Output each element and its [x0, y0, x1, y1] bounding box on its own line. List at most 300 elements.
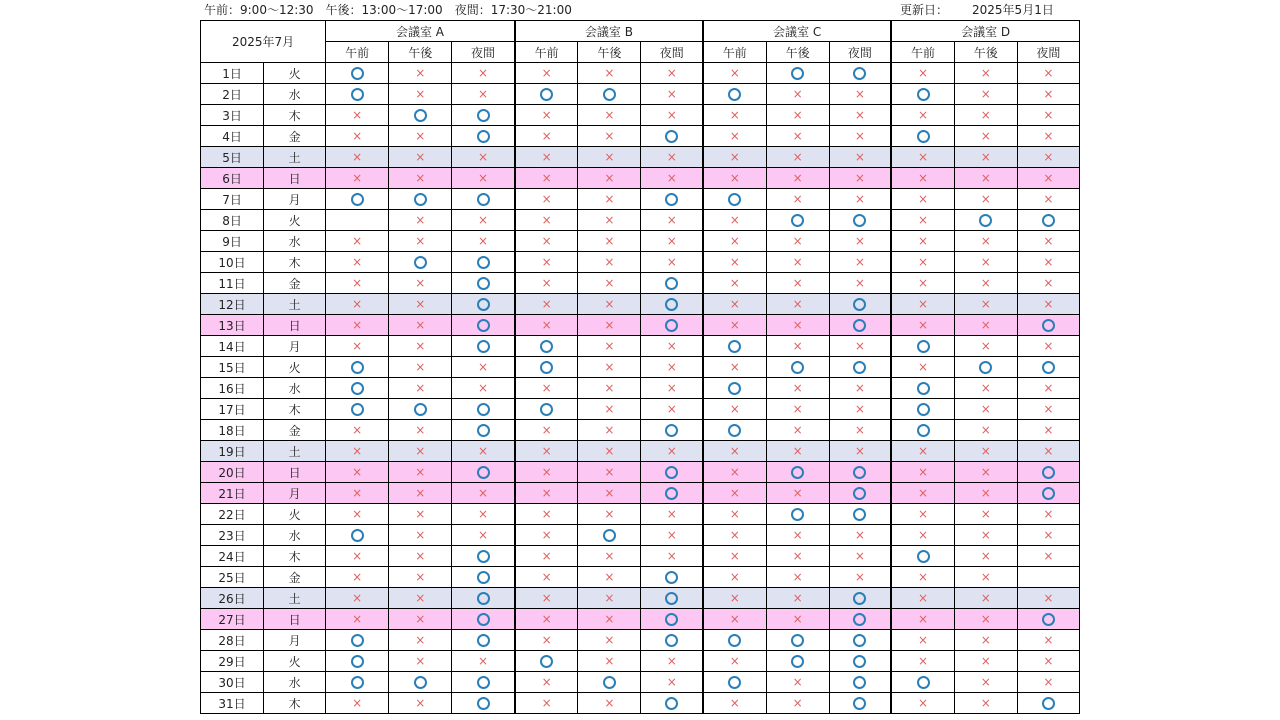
slot-cell[interactable]	[641, 84, 703, 105]
slot-cell[interactable]	[326, 231, 389, 252]
slot-cell[interactable]	[954, 504, 1017, 525]
slot-cell[interactable]	[515, 189, 578, 210]
slot-cell[interactable]	[452, 672, 515, 693]
slot-cell[interactable]	[515, 231, 578, 252]
slot-cell[interactable]	[1017, 210, 1079, 231]
slot-cell[interactable]	[766, 231, 829, 252]
slot-cell[interactable]	[389, 315, 452, 336]
slot-cell[interactable]	[1017, 378, 1079, 399]
slot-cell[interactable]	[641, 147, 703, 168]
slot-cell[interactable]	[452, 567, 515, 588]
slot-cell[interactable]	[1017, 63, 1079, 84]
slot-cell[interactable]	[515, 252, 578, 273]
slot-cell[interactable]	[766, 357, 829, 378]
slot-cell[interactable]	[326, 210, 389, 231]
slot-cell[interactable]	[578, 231, 641, 252]
slot-cell[interactable]	[515, 336, 578, 357]
slot-cell[interactable]	[452, 336, 515, 357]
slot-cell[interactable]	[389, 504, 452, 525]
slot-cell[interactable]	[954, 693, 1017, 714]
slot-cell[interactable]	[766, 63, 829, 84]
slot-cell[interactable]	[515, 441, 578, 462]
slot-cell[interactable]	[954, 357, 1017, 378]
slot-cell[interactable]	[766, 168, 829, 189]
slot-cell[interactable]	[452, 231, 515, 252]
slot-cell[interactable]	[326, 294, 389, 315]
slot-cell[interactable]	[954, 231, 1017, 252]
slot-cell[interactable]	[703, 357, 766, 378]
slot-cell[interactable]	[578, 168, 641, 189]
slot-cell[interactable]	[891, 252, 954, 273]
slot-cell[interactable]	[578, 378, 641, 399]
slot-cell[interactable]	[326, 588, 389, 609]
slot-cell[interactable]	[766, 651, 829, 672]
slot-cell[interactable]	[452, 420, 515, 441]
slot-cell[interactable]	[954, 84, 1017, 105]
slot-cell[interactable]	[641, 378, 703, 399]
slot-cell[interactable]	[703, 294, 766, 315]
slot-cell[interactable]	[326, 525, 389, 546]
slot-cell[interactable]	[641, 630, 703, 651]
slot-cell[interactable]	[452, 84, 515, 105]
slot-cell[interactable]	[766, 252, 829, 273]
slot-cell[interactable]	[954, 189, 1017, 210]
slot-cell[interactable]	[703, 168, 766, 189]
slot-cell[interactable]	[829, 483, 891, 504]
slot-cell[interactable]	[1017, 273, 1079, 294]
slot-cell[interactable]	[326, 672, 389, 693]
slot-cell[interactable]	[389, 651, 452, 672]
slot-cell[interactable]	[515, 462, 578, 483]
slot-cell[interactable]	[1017, 84, 1079, 105]
slot-cell[interactable]	[703, 504, 766, 525]
slot-cell[interactable]	[703, 546, 766, 567]
slot-cell[interactable]	[829, 84, 891, 105]
slot-cell[interactable]	[515, 399, 578, 420]
slot-cell[interactable]	[389, 420, 452, 441]
slot-cell[interactable]	[1017, 567, 1079, 588]
slot-cell[interactable]	[703, 63, 766, 84]
slot-cell[interactable]	[578, 210, 641, 231]
slot-cell[interactable]	[703, 378, 766, 399]
slot-cell[interactable]	[703, 693, 766, 714]
slot-cell[interactable]	[515, 210, 578, 231]
slot-cell[interactable]	[578, 441, 641, 462]
slot-cell[interactable]	[891, 231, 954, 252]
slot-cell[interactable]	[1017, 525, 1079, 546]
slot-cell[interactable]	[515, 651, 578, 672]
slot-cell[interactable]	[1017, 294, 1079, 315]
slot-cell[interactable]	[641, 315, 703, 336]
slot-cell[interactable]	[829, 105, 891, 126]
slot-cell[interactable]	[515, 672, 578, 693]
slot-cell[interactable]	[389, 588, 452, 609]
slot-cell[interactable]	[766, 273, 829, 294]
slot-cell[interactable]	[891, 126, 954, 147]
slot-cell[interactable]	[515, 378, 578, 399]
slot-cell[interactable]	[452, 357, 515, 378]
slot-cell[interactable]	[326, 336, 389, 357]
slot-cell[interactable]	[326, 504, 389, 525]
slot-cell[interactable]	[641, 336, 703, 357]
slot-cell[interactable]	[703, 588, 766, 609]
slot-cell[interactable]	[578, 84, 641, 105]
slot-cell[interactable]	[641, 567, 703, 588]
slot-cell[interactable]	[829, 651, 891, 672]
slot-cell[interactable]	[1017, 672, 1079, 693]
slot-cell[interactable]	[954, 273, 1017, 294]
slot-cell[interactable]	[766, 336, 829, 357]
slot-cell[interactable]	[954, 567, 1017, 588]
slot-cell[interactable]	[1017, 483, 1079, 504]
slot-cell[interactable]	[578, 483, 641, 504]
slot-cell[interactable]	[829, 609, 891, 630]
slot-cell[interactable]	[766, 84, 829, 105]
slot-cell[interactable]	[703, 273, 766, 294]
slot-cell[interactable]	[389, 105, 452, 126]
slot-cell[interactable]	[389, 210, 452, 231]
slot-cell[interactable]	[578, 567, 641, 588]
slot-cell[interactable]	[389, 231, 452, 252]
slot-cell[interactable]	[326, 63, 389, 84]
slot-cell[interactable]	[954, 252, 1017, 273]
slot-cell[interactable]	[515, 63, 578, 84]
slot-cell[interactable]	[1017, 357, 1079, 378]
slot-cell[interactable]	[578, 630, 641, 651]
slot-cell[interactable]	[829, 525, 891, 546]
slot-cell[interactable]	[578, 525, 641, 546]
slot-cell[interactable]	[829, 588, 891, 609]
slot-cell[interactable]	[452, 630, 515, 651]
slot-cell[interactable]	[954, 525, 1017, 546]
slot-cell[interactable]	[954, 168, 1017, 189]
slot-cell[interactable]	[389, 294, 452, 315]
slot-cell[interactable]	[515, 105, 578, 126]
slot-cell[interactable]	[891, 189, 954, 210]
slot-cell[interactable]	[515, 147, 578, 168]
slot-cell[interactable]	[641, 399, 703, 420]
slot-cell[interactable]	[578, 462, 641, 483]
slot-cell[interactable]	[578, 693, 641, 714]
slot-cell[interactable]	[766, 693, 829, 714]
slot-cell[interactable]	[389, 378, 452, 399]
slot-cell[interactable]	[641, 462, 703, 483]
slot-cell[interactable]	[829, 378, 891, 399]
slot-cell[interactable]	[452, 210, 515, 231]
slot-cell[interactable]	[452, 252, 515, 273]
slot-cell[interactable]	[1017, 546, 1079, 567]
slot-cell[interactable]	[326, 420, 389, 441]
slot-cell[interactable]	[703, 672, 766, 693]
slot-cell[interactable]	[389, 567, 452, 588]
slot-cell[interactable]	[389, 336, 452, 357]
slot-cell[interactable]	[641, 273, 703, 294]
slot-cell[interactable]	[954, 105, 1017, 126]
slot-cell[interactable]	[578, 546, 641, 567]
slot-cell[interactable]	[389, 84, 452, 105]
slot-cell[interactable]	[891, 84, 954, 105]
slot-cell[interactable]	[641, 609, 703, 630]
slot-cell[interactable]	[766, 588, 829, 609]
slot-cell[interactable]	[641, 504, 703, 525]
slot-cell[interactable]	[578, 273, 641, 294]
slot-cell[interactable]	[326, 105, 389, 126]
slot-cell[interactable]	[829, 210, 891, 231]
slot-cell[interactable]	[578, 252, 641, 273]
slot-cell[interactable]	[954, 378, 1017, 399]
slot-cell[interactable]	[891, 441, 954, 462]
slot-cell[interactable]	[578, 420, 641, 441]
slot-cell[interactable]	[578, 399, 641, 420]
slot-cell[interactable]	[829, 441, 891, 462]
slot-cell[interactable]	[578, 315, 641, 336]
slot-cell[interactable]	[326, 378, 389, 399]
slot-cell[interactable]	[515, 483, 578, 504]
slot-cell[interactable]	[326, 483, 389, 504]
slot-cell[interactable]	[954, 672, 1017, 693]
slot-cell[interactable]	[389, 462, 452, 483]
slot-cell[interactable]	[954, 462, 1017, 483]
slot-cell[interactable]	[515, 273, 578, 294]
slot-cell[interactable]	[452, 378, 515, 399]
slot-cell[interactable]	[1017, 252, 1079, 273]
slot-cell[interactable]	[452, 588, 515, 609]
slot-cell[interactable]	[578, 126, 641, 147]
slot-cell[interactable]	[641, 588, 703, 609]
slot-cell[interactable]	[766, 504, 829, 525]
slot-cell[interactable]	[829, 63, 891, 84]
slot-cell[interactable]	[829, 504, 891, 525]
slot-cell[interactable]	[891, 567, 954, 588]
slot-cell[interactable]	[891, 609, 954, 630]
slot-cell[interactable]	[641, 168, 703, 189]
slot-cell[interactable]	[703, 483, 766, 504]
slot-cell[interactable]	[891, 294, 954, 315]
slot-cell[interactable]	[641, 210, 703, 231]
slot-cell[interactable]	[703, 126, 766, 147]
slot-cell[interactable]	[891, 357, 954, 378]
slot-cell[interactable]	[326, 315, 389, 336]
slot-cell[interactable]	[641, 252, 703, 273]
slot-cell[interactable]	[389, 63, 452, 84]
slot-cell[interactable]	[891, 168, 954, 189]
slot-cell[interactable]	[515, 357, 578, 378]
slot-cell[interactable]	[641, 231, 703, 252]
slot-cell[interactable]	[891, 693, 954, 714]
slot-cell[interactable]	[1017, 189, 1079, 210]
slot-cell[interactable]	[452, 546, 515, 567]
slot-cell[interactable]	[515, 693, 578, 714]
slot-cell[interactable]	[578, 651, 641, 672]
slot-cell[interactable]	[452, 189, 515, 210]
slot-cell[interactable]	[954, 210, 1017, 231]
slot-cell[interactable]	[891, 336, 954, 357]
slot-cell[interactable]	[766, 105, 829, 126]
slot-cell[interactable]	[1017, 147, 1079, 168]
slot-cell[interactable]	[641, 693, 703, 714]
slot-cell[interactable]	[326, 84, 389, 105]
slot-cell[interactable]	[703, 231, 766, 252]
slot-cell[interactable]	[515, 525, 578, 546]
slot-cell[interactable]	[703, 651, 766, 672]
slot-cell[interactable]	[829, 399, 891, 420]
slot-cell[interactable]	[766, 210, 829, 231]
slot-cell[interactable]	[829, 336, 891, 357]
slot-cell[interactable]	[641, 189, 703, 210]
slot-cell[interactable]	[389, 273, 452, 294]
slot-cell[interactable]	[515, 126, 578, 147]
slot-cell[interactable]	[891, 315, 954, 336]
slot-cell[interactable]	[641, 441, 703, 462]
slot-cell[interactable]	[766, 483, 829, 504]
slot-cell[interactable]	[954, 399, 1017, 420]
slot-cell[interactable]	[703, 84, 766, 105]
slot-cell[interactable]	[326, 546, 389, 567]
slot-cell[interactable]	[829, 693, 891, 714]
slot-cell[interactable]	[891, 630, 954, 651]
slot-cell[interactable]	[641, 672, 703, 693]
slot-cell[interactable]	[452, 63, 515, 84]
slot-cell[interactable]	[766, 630, 829, 651]
slot-cell[interactable]	[703, 609, 766, 630]
slot-cell[interactable]	[641, 483, 703, 504]
slot-cell[interactable]	[389, 483, 452, 504]
slot-cell[interactable]	[766, 189, 829, 210]
slot-cell[interactable]	[766, 462, 829, 483]
slot-cell[interactable]	[578, 588, 641, 609]
slot-cell[interactable]	[891, 378, 954, 399]
slot-cell[interactable]	[954, 315, 1017, 336]
slot-cell[interactable]	[389, 546, 452, 567]
slot-cell[interactable]	[703, 567, 766, 588]
slot-cell[interactable]	[954, 483, 1017, 504]
slot-cell[interactable]	[703, 441, 766, 462]
slot-cell[interactable]	[326, 441, 389, 462]
slot-cell[interactable]	[891, 105, 954, 126]
slot-cell[interactable]	[515, 315, 578, 336]
slot-cell[interactable]	[891, 420, 954, 441]
slot-cell[interactable]	[452, 441, 515, 462]
slot-cell[interactable]	[1017, 588, 1079, 609]
slot-cell[interactable]	[891, 672, 954, 693]
slot-cell[interactable]	[829, 357, 891, 378]
slot-cell[interactable]	[515, 504, 578, 525]
slot-cell[interactable]	[766, 315, 829, 336]
slot-cell[interactable]	[891, 210, 954, 231]
slot-cell[interactable]	[389, 126, 452, 147]
slot-cell[interactable]	[389, 672, 452, 693]
slot-cell[interactable]	[326, 630, 389, 651]
slot-cell[interactable]	[891, 546, 954, 567]
slot-cell[interactable]	[326, 252, 389, 273]
slot-cell[interactable]	[954, 336, 1017, 357]
slot-cell[interactable]	[578, 336, 641, 357]
slot-cell[interactable]	[954, 441, 1017, 462]
slot-cell[interactable]	[829, 672, 891, 693]
slot-cell[interactable]	[641, 357, 703, 378]
slot-cell[interactable]	[703, 420, 766, 441]
slot-cell[interactable]	[891, 483, 954, 504]
slot-cell[interactable]	[766, 399, 829, 420]
slot-cell[interactable]	[954, 147, 1017, 168]
slot-cell[interactable]	[452, 273, 515, 294]
slot-cell[interactable]	[389, 630, 452, 651]
slot-cell[interactable]	[1017, 693, 1079, 714]
slot-cell[interactable]	[389, 441, 452, 462]
slot-cell[interactable]	[891, 63, 954, 84]
slot-cell[interactable]	[326, 693, 389, 714]
slot-cell[interactable]	[515, 546, 578, 567]
slot-cell[interactable]	[452, 168, 515, 189]
slot-cell[interactable]	[954, 546, 1017, 567]
slot-cell[interactable]	[389, 525, 452, 546]
slot-cell[interactable]	[829, 147, 891, 168]
slot-cell[interactable]	[829, 567, 891, 588]
slot-cell[interactable]	[703, 210, 766, 231]
slot-cell[interactable]	[829, 462, 891, 483]
slot-cell[interactable]	[1017, 126, 1079, 147]
slot-cell[interactable]	[829, 252, 891, 273]
slot-cell[interactable]	[389, 399, 452, 420]
slot-cell[interactable]	[515, 630, 578, 651]
slot-cell[interactable]	[703, 336, 766, 357]
slot-cell[interactable]	[326, 273, 389, 294]
slot-cell[interactable]	[515, 84, 578, 105]
slot-cell[interactable]	[1017, 651, 1079, 672]
slot-cell[interactable]	[954, 609, 1017, 630]
slot-cell[interactable]	[829, 294, 891, 315]
slot-cell[interactable]	[766, 546, 829, 567]
slot-cell[interactable]	[891, 273, 954, 294]
slot-cell[interactable]	[452, 504, 515, 525]
slot-cell[interactable]	[703, 315, 766, 336]
slot-cell[interactable]	[829, 168, 891, 189]
slot-cell[interactable]	[766, 525, 829, 546]
slot-cell[interactable]	[766, 378, 829, 399]
slot-cell[interactable]	[578, 294, 641, 315]
slot-cell[interactable]	[766, 147, 829, 168]
slot-cell[interactable]	[891, 651, 954, 672]
slot-cell[interactable]	[766, 672, 829, 693]
slot-cell[interactable]	[1017, 399, 1079, 420]
slot-cell[interactable]	[389, 168, 452, 189]
slot-cell[interactable]	[954, 588, 1017, 609]
slot-cell[interactable]	[452, 693, 515, 714]
slot-cell[interactable]	[326, 357, 389, 378]
slot-cell[interactable]	[578, 105, 641, 126]
slot-cell[interactable]	[578, 609, 641, 630]
slot-cell[interactable]	[641, 546, 703, 567]
slot-cell[interactable]	[954, 420, 1017, 441]
slot-cell[interactable]	[452, 399, 515, 420]
slot-cell[interactable]	[1017, 315, 1079, 336]
slot-cell[interactable]	[641, 63, 703, 84]
slot-cell[interactable]	[452, 651, 515, 672]
slot-cell[interactable]	[452, 483, 515, 504]
slot-cell[interactable]	[954, 651, 1017, 672]
slot-cell[interactable]	[578, 63, 641, 84]
slot-cell[interactable]	[766, 294, 829, 315]
slot-cell[interactable]	[641, 105, 703, 126]
slot-cell[interactable]	[452, 609, 515, 630]
slot-cell[interactable]	[452, 315, 515, 336]
slot-cell[interactable]	[703, 462, 766, 483]
slot-cell[interactable]	[1017, 105, 1079, 126]
slot-cell[interactable]	[641, 651, 703, 672]
slot-cell[interactable]	[1017, 231, 1079, 252]
slot-cell[interactable]	[766, 420, 829, 441]
slot-cell[interactable]	[389, 357, 452, 378]
